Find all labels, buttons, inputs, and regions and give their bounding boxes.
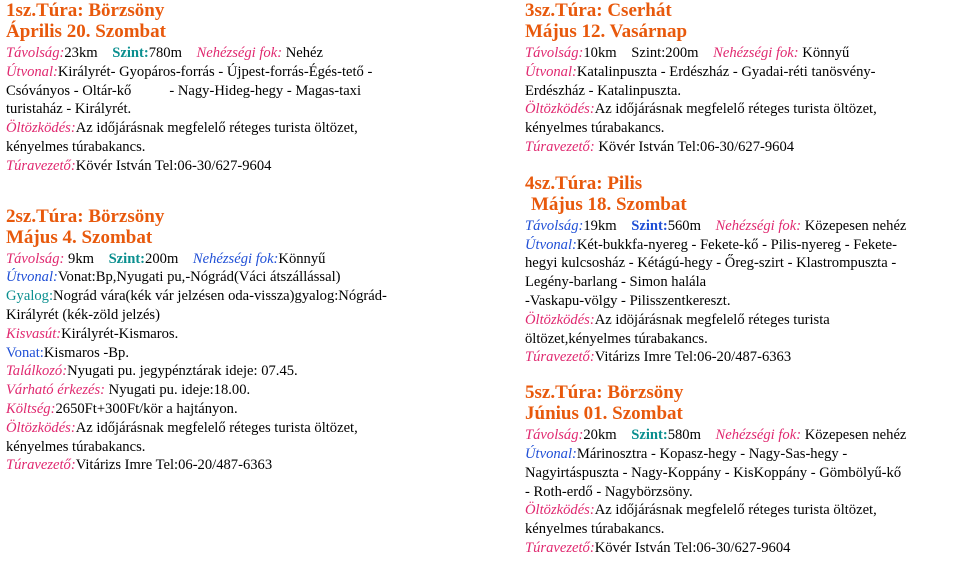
- meet-label: Találkozó:: [6, 363, 68, 380]
- difficulty-label: Nehézségi fok:: [715, 217, 802, 234]
- tour-date: Május 18. Szombat: [531, 193, 687, 215]
- level-value: 780m: [148, 45, 182, 61]
- route-line-1: [6, 268, 446, 287]
- clothing-label: Öltözködés:: [6, 120, 76, 137]
- clothing-line-2: [6, 438, 446, 457]
- level-value: 200m: [665, 45, 699, 61]
- clothing-text: öltözet,kényelmes túrabakancs.: [525, 330, 708, 347]
- guide-line: [6, 456, 446, 475]
- clothing-text: kényelmes túrabakancs.: [6, 438, 146, 455]
- distance-label: Távolság:: [525, 427, 584, 444]
- tour-title: 5sz.Túra: Börzsöny: [525, 382, 684, 404]
- difficulty-value: Könnyű: [278, 250, 326, 267]
- clothing-line-1: [6, 119, 446, 138]
- route-line-2: [525, 254, 957, 273]
- distance-value: 19km: [583, 217, 617, 234]
- difficulty-value: Nehéz: [282, 45, 323, 61]
- clothing-label: Öltözködés:: [6, 419, 76, 436]
- route-text: Csóványos - Oltár-kő: [6, 82, 132, 99]
- route-text: Márinosztra - Kopasz-hegy - Nagy-Sas-hegy -: [576, 445, 848, 462]
- route-text: hegyi kulcsosház - Kétágú-hegy - Őreg-szirt - Klastrompuszta -: [525, 255, 897, 272]
- tour-title: 1sz.Túra: Börzsöny: [6, 0, 165, 21]
- train-label: Vonat:: [6, 344, 44, 361]
- hike-line-1: [6, 287, 446, 306]
- tour-title: 3sz.Túra: Cserhát: [525, 0, 672, 21]
- guide-text: Kövér István Tel:06-30/627-9604: [594, 539, 791, 556]
- tour-stats: [525, 217, 957, 236]
- guide-label: Túravezető:: [525, 349, 595, 366]
- narrow-gauge-label: Kisvasút:: [6, 325, 62, 342]
- level-label: Szint:: [112, 45, 149, 61]
- route-line-1: [6, 63, 446, 82]
- arrive-text: Nyugati pu. ideje:18.00.: [105, 382, 251, 399]
- difficulty-value: Közepesen nehéz: [801, 427, 907, 444]
- clothing-text: Az idöjárásnak megfelelő réteges turista: [594, 311, 830, 328]
- clothing-label: Öltözködés:: [525, 101, 595, 118]
- clothing-text: kényelmes túrabakancs.: [525, 521, 665, 538]
- cost-text: 2650Ft+300Ft/kör a hajtányon.: [55, 400, 238, 417]
- route-text: Nagyirtáspuszta - Nagy-Koppány - KisKoppány - Gömbölyű-kő: [525, 464, 902, 481]
- distance-label: Távolság:: [6, 45, 65, 61]
- guide-label: Túravezető:: [6, 157, 76, 174]
- arrive-line: [6, 381, 446, 400]
- clothing-line-1: [525, 100, 957, 119]
- guide-text: Vitárizs Imre Tel:06-20/487-6363: [75, 457, 273, 474]
- route-line-1: [525, 445, 957, 464]
- guide-label: Túravezető:: [525, 539, 595, 556]
- route-text: - Nagy-Hideg-hegy - Magas-taxi: [169, 82, 362, 99]
- train-line: [6, 344, 446, 363]
- route-label: Útvonal:: [6, 63, 58, 80]
- hike-text: Királyrét (kék-zöld jelzés): [6, 306, 160, 323]
- guide-line: [525, 138, 957, 157]
- guide-label: Túravezető:: [6, 457, 76, 474]
- cost-label: Költség:: [6, 400, 56, 417]
- arrive-label: Várható érkezés:: [6, 382, 106, 399]
- route-line-2: [525, 82, 957, 101]
- tour-date: Június 01. Szombat: [525, 403, 683, 425]
- narrow-gauge-text: Királyrét-Kismaros.: [61, 325, 179, 342]
- clothing-line-2: [525, 520, 957, 539]
- guide-label: Túravezető:: [525, 138, 595, 155]
- clothing-line-2: [525, 330, 957, 349]
- route-text: Legény-barlang - Simon halála: [525, 274, 707, 291]
- route-line-3: [6, 100, 446, 119]
- route-line-2: [6, 82, 446, 101]
- route-line-2: [525, 464, 957, 483]
- difficulty-value: Közepesen nehéz: [801, 217, 907, 234]
- hike-line-2: [6, 306, 446, 325]
- tour-2: [6, 206, 446, 476]
- route-line-3: [525, 483, 957, 502]
- route-text: turistaház - Királyrét.: [6, 101, 132, 118]
- tour-date: Május 12. Vasárnap: [525, 21, 688, 42]
- guide-text: Kövér István Tel:06-30/627-9604: [75, 157, 272, 174]
- level-value: 200m: [145, 250, 179, 267]
- distance-label: Távolság:: [6, 250, 65, 267]
- tour-title: 2sz.Túra: Börzsöny: [6, 205, 165, 227]
- route-line-1: [525, 63, 957, 82]
- difficulty-value: Könnyű: [798, 45, 850, 61]
- hike-label: Gyalog:: [6, 288, 54, 305]
- clothing-text: Az időjárásnak megfelelő réteges turista öltözet,: [75, 120, 358, 137]
- guide-line: [525, 539, 957, 558]
- meet-line: [6, 362, 446, 381]
- clothing-line-1: [525, 501, 957, 520]
- route-line-1: [525, 236, 957, 255]
- route-text: -Vaskapu-völgy - Pilisszentkereszt.: [525, 292, 731, 309]
- distance-value: 23km: [64, 45, 98, 61]
- route-label: Útvonal:: [525, 445, 577, 462]
- route-text: Erdészház - Katalinpuszta.: [525, 82, 681, 99]
- route-label: Útvonal:: [525, 236, 577, 253]
- train-text: Kismaros -Bp.: [43, 344, 129, 361]
- level-label: Szint:: [631, 427, 668, 444]
- clothing-label: Öltözködés:: [525, 502, 595, 519]
- clothing-line-2: [6, 138, 446, 157]
- clothing-text: Az időjárásnak megfelelő réteges turista öltözet,: [75, 419, 358, 436]
- level-value: 580m: [667, 427, 701, 444]
- tour-stats: [525, 426, 957, 445]
- difficulty-label: Nehézségi fok:: [196, 45, 283, 61]
- difficulty-label: Nehézségi fok:: [192, 250, 279, 267]
- tour-3: [525, 0, 957, 157]
- guide-line: [6, 157, 446, 176]
- distance-value: 20km: [583, 427, 617, 444]
- guide-text: Vitárizs Imre Tel:06-20/487-6363: [594, 349, 792, 366]
- clothing-label: Öltözködés:: [525, 311, 595, 328]
- route-label: Útvonal:: [6, 269, 58, 286]
- difficulty-label: Nehézségi fok:: [713, 45, 799, 61]
- distance-value: 9km: [64, 250, 94, 267]
- clothing-line-1: [525, 311, 957, 330]
- route-line-3: [525, 273, 957, 292]
- right-column: [525, 0, 957, 558]
- meet-text: Nyugati pu. jegypénztárak ideje: 07.45.: [67, 363, 298, 380]
- left-column: [6, 0, 446, 475]
- hike-text: Nográd vára(kék vár jelzésen oda-vissza)gyalog:Nógrád-: [53, 288, 387, 305]
- tour-4: [525, 173, 957, 367]
- tour-title: 4sz.Túra: Pilis: [525, 172, 643, 194]
- clothing-text: kényelmes túrabakancs.: [525, 120, 665, 137]
- clothing-text: kényelmes túrabakancs.: [6, 138, 146, 155]
- clothing-text: Az időjárásnak megfelelő réteges turista öltözet,: [594, 502, 877, 519]
- clothing-line-2: [525, 119, 957, 138]
- difficulty-label: Nehézségi fok:: [715, 427, 802, 444]
- level-label: Szint:: [631, 45, 666, 61]
- cost-line: [6, 400, 446, 419]
- tour-date: Április 20. Szombat: [6, 21, 166, 42]
- route-text: Vonat:Bp,Nyugati pu,-Nógrád(Váci átszállással): [57, 269, 341, 286]
- route-label: Útvonal:: [525, 63, 577, 80]
- tour-stats: [525, 44, 957, 63]
- tour-stats: [6, 44, 446, 63]
- distance-label: Távolság:: [525, 45, 584, 61]
- level-label: Szint:: [631, 217, 668, 234]
- route-text: Katalinpuszta - Erdészház - Gyadai-réti tanösvény-: [576, 63, 876, 80]
- distance-label: Távolság:: [525, 217, 584, 234]
- clothing-line-1: [6, 419, 446, 438]
- route-line-4: [525, 292, 957, 311]
- route-text: Királyrét- Gyopáros-forrás - Újpest-forrás-Égés-tető -: [57, 63, 373, 80]
- tour-1: [6, 0, 446, 176]
- level-value: 560m: [667, 217, 701, 234]
- clothing-text: Az időjárásnak megfelelő réteges turista öltözet,: [594, 101, 877, 118]
- narrow-gauge-line: [6, 325, 446, 344]
- route-text: Két-bukkfa-nyereg - Fekete-kő - Pilis-nyereg - Fekete-: [576, 236, 898, 253]
- tour-stats: [6, 250, 446, 269]
- guide-text: Kövér István Tel:06-30/627-9604: [594, 138, 795, 155]
- tour-date: Május 4. Szombat: [6, 226, 153, 248]
- route-text: - Roth-erdő - Nagybörzsöny.: [525, 483, 693, 500]
- level-label: Szint:: [108, 250, 146, 267]
- distance-value: 10km: [583, 45, 617, 61]
- tour-5: [525, 382, 957, 558]
- guide-line: [525, 348, 957, 367]
